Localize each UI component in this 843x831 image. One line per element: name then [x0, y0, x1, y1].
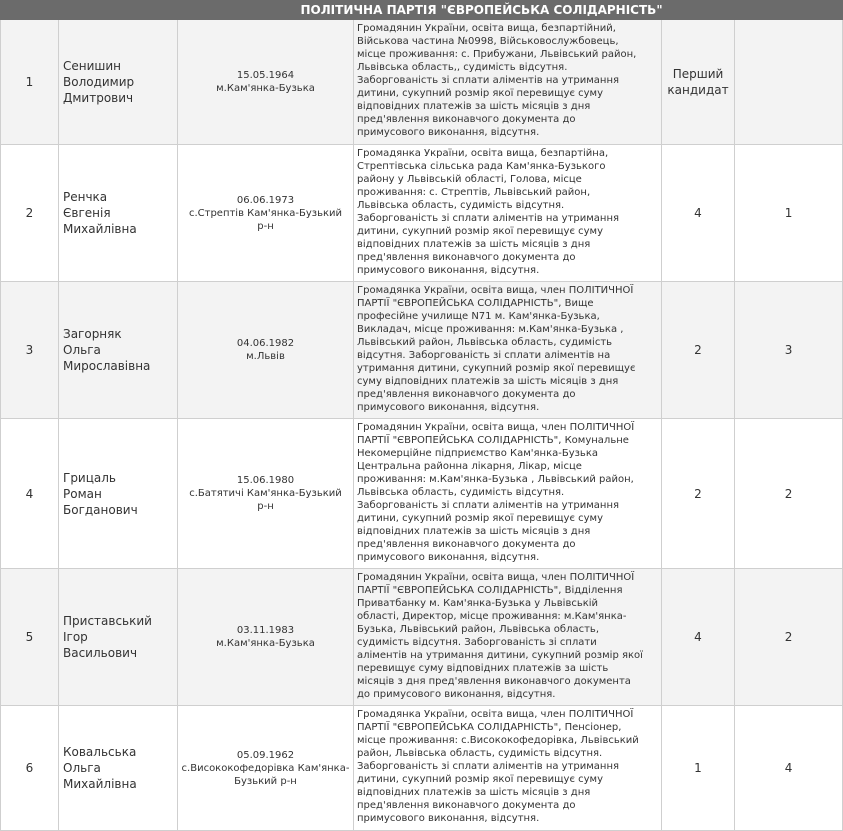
birth-date: 05.09.1962 — [236, 749, 295, 761]
candidate-order: 2 — [735, 569, 843, 706]
candidate-birth — [178, 569, 354, 706]
birth-date: 03.11.1983 — [236, 625, 295, 636]
birth-place: с.Батятичі Кам'янка-Бузький р-н — [189, 488, 342, 512]
candidate-order: 2 — [735, 419, 843, 569]
candidate-info: Громадянка України, освіта вища, член ПОЛІТИЧНОЇ ПАРТІЇ "ЄВРОПЕЙСЬКА СОЛІДАРНІСТЬ", Вище професійне училище N71 м. Кам'янка-Бузька, Викладач, місце проживання: м.Кам'янка-Бузька , Львівський район, Львівська область, судимість відсутня. Заборгованість зі сплати аліментів на утримання дитини, сукупний розмір якої перевищує суму відповідних платежів за шість місяців з дня пред'явлення виконавчого документа до примусового виконання, відсутня. — [354, 282, 662, 419]
birth-date: 15.06.1980 — [236, 475, 295, 486]
candidate-birth — [178, 145, 354, 282]
candidate-order: 1 — [735, 145, 843, 282]
candidate-number: 3 — [1, 282, 59, 419]
candidate-info: Громадянин України, освіта вища, безпартійний, Військова частина №0998, Військовослужбовець, місце проживання: с. Прибужани, Львівський район, Львівська область,, судимість відсутня. Заборгованість зі сплати аліментів на утримання дитини, сукупний розмір якої перевищує суму відповідних платежів за шість місяців з дня пред'явлення виконавчого документа до примусового виконання, відсутня. — [354, 20, 662, 145]
party-header: ПОЛІТИЧНА ПАРТІЯ "ЄВРОПЕЙСЬКА СОЛІДАРНІСТЬ" — [1, 1, 843, 20]
table-row — [1, 145, 843, 282]
candidate-name: Загорняк Ольга Мирославівна — [59, 282, 178, 419]
candidate-info: Громадянин України, освіта вища, член ПОЛІТИЧНОЇ ПАРТІЇ "ЄВРОПЕЙСЬКА СОЛІДАРНІСТЬ", Комунальне Некомерційне підприємство Кам'янка-Бузька Центральна районна лікарня, Лікар, місце проживання: м.Кам'янка-Бузька , Львівський район, Львівська область, судимість відсутня. Заборгованість зі сплати аліментів на утримання дитини, сукупний розмір якої перевищує суму відповідних платежів за шість місяців з дня пред'явлення виконавчого документа до примусового виконання, відсутня. — [354, 419, 662, 569]
candidate-count: 2 — [662, 282, 735, 419]
candidate-name: Ковальська Ольга Михайлівна — [59, 706, 178, 831]
candidate-name: Ренчка Євгенія Михайлівна — [59, 145, 178, 282]
birth-date: 06.06.1973 — [236, 194, 295, 206]
candidate-name: Грицаль Роман Богданович — [59, 419, 178, 569]
candidate-number: 1 — [1, 20, 59, 145]
table-row — [1, 569, 843, 706]
candidate-name: Сенишин Володимир Дмитрович — [59, 20, 178, 145]
candidate-birth — [178, 419, 354, 569]
candidate-count: 2 — [662, 419, 735, 569]
candidate-birth — [178, 706, 354, 831]
candidate-birth — [178, 282, 354, 419]
candidate-number: 2 — [1, 145, 59, 282]
candidate-number: 5 — [1, 569, 59, 706]
candidate-order: 4 — [735, 706, 843, 831]
birth-place: м.Кам'янка-Бузька — [216, 638, 315, 649]
candidate-name: Приставський Ігор Васильович — [59, 569, 178, 706]
birth-place: с.Стрептів Кам'янка-Бузький р-н — [188, 207, 343, 232]
birth-place: с.Висококофедорівка Кам'янка- Бузький р-н — [181, 762, 350, 787]
candidate-count: Перший кандидат — [662, 20, 735, 145]
table-row — [1, 282, 843, 419]
party-header-row — [1, 1, 843, 20]
candidate-number: 4 — [1, 419, 59, 569]
table-row — [1, 20, 843, 145]
birth-date: 15.05.1964 — [236, 70, 295, 81]
candidate-count: 4 — [662, 569, 735, 706]
birth-date: 04.06.1982 — [236, 338, 295, 349]
candidate-info: Громадянка України, освіта вища, безпартійна, Стрептівська сільська рада Кам'янка-Бузького району у Львівській області, Голова, місце проживання: с. Стрептів, Львівський район, Львівська область, судимість відсутня. Заборгованість зі сплати аліментів на утримання дитини, сукупний розмір якої перевищує суму відповідних платежів за шість місяців з дня пред'явлення виконавчого документа до примусового виконання, відсутня. — [354, 145, 662, 282]
birth-place: м.Львів — [246, 351, 285, 362]
candidate-info: Громадянин України, освіта вища, член ПОЛІТИЧНОЇ ПАРТІЇ "ЄВРОПЕЙСЬКА СОЛІДАРНІСТЬ", Відділення Приватбанку м. Кам'янка-Бузька у Львівській області, Директор, місце проживання: м.Кам'янка- Бузька, Львівський район, Львівська область, судимість відсутня. Заборгованість зі сплати аліментів на утримання дитини, сукупний розмір якої перевищує суму відповідних платежів за шість місяців з дня пред'явлення виконавчого документа до примусового виконання, відсутня. — [354, 569, 662, 706]
candidate-order: 3 — [735, 282, 843, 419]
table-row — [1, 706, 843, 831]
birth-place: м.Кам'янка-Бузька — [216, 83, 315, 94]
candidate-count: 1 — [662, 706, 735, 831]
candidate-order — [735, 20, 843, 145]
candidate-number: 6 — [1, 706, 59, 831]
candidate-birth — [178, 20, 354, 145]
table-row — [1, 419, 843, 569]
candidate-info: Громадянка України, освіта вища, член ПОЛІТИЧНОЇ ПАРТІЇ "ЄВРОПЕЙСЬКА СОЛІДАРНІСТЬ", Пенсіонер, місце проживання: с.Висококофедорівка, Львівський район, Львівська область, судимість відсутня. Заборгованість зі сплати аліментів на утримання дитини, сукупний розмір якої перевищує суму відповідних платежів за шість місяців з дня пред'явлення виконавчого документа до примусового виконання, відсутня. — [354, 706, 662, 831]
candidate-count: 4 — [662, 145, 735, 282]
